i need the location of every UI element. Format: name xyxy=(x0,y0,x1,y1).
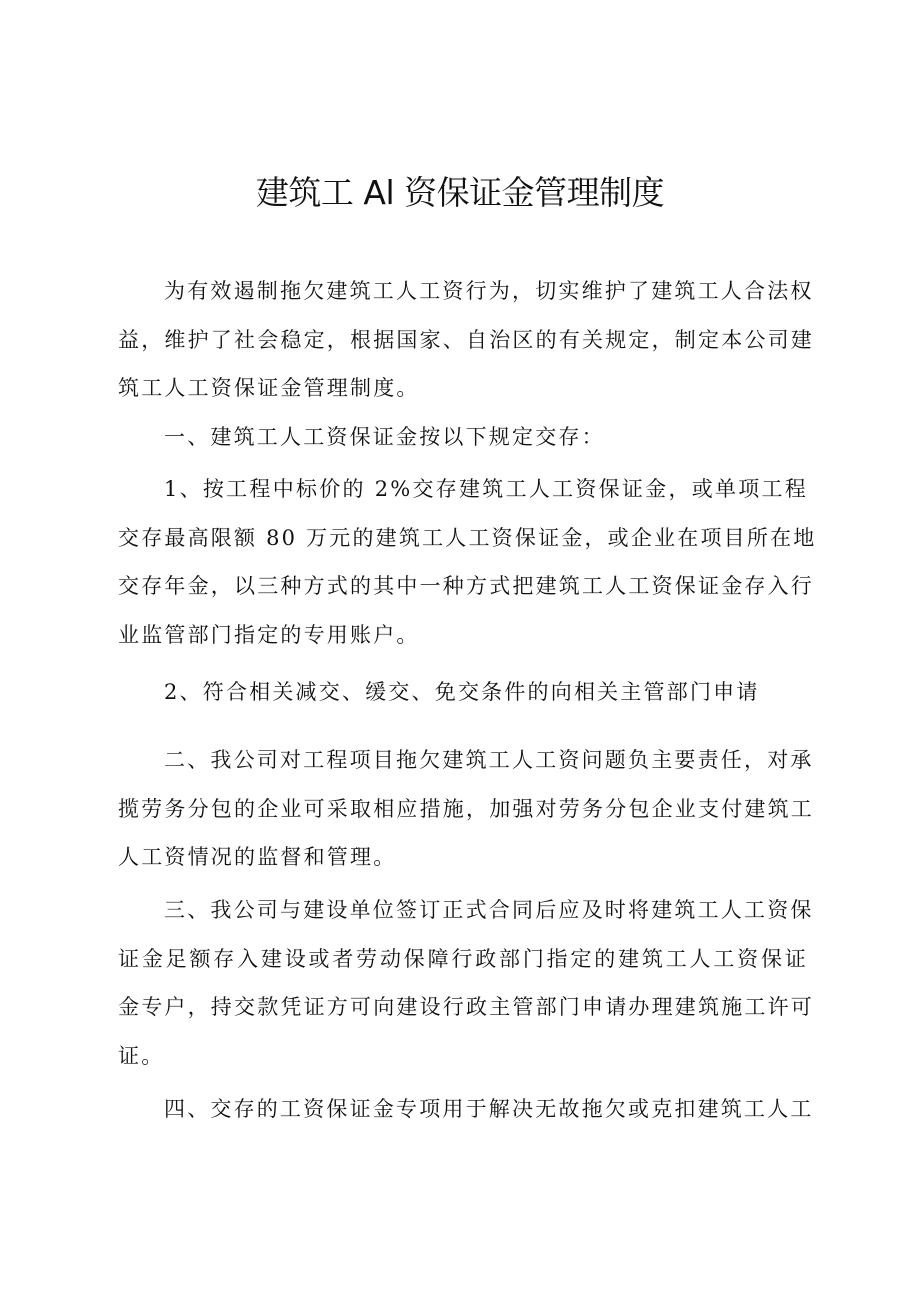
text-line: 1、按工程中标价的 2%交存建筑工人工资保证金，或单项工程 xyxy=(164,477,808,501)
paragraph-section-4 xyxy=(118,1085,814,1134)
text-line: 证。 xyxy=(118,1043,165,1068)
text-line: 益，维护了社会稳定，根据国家、自治区的有关规定，制定本公司建 xyxy=(118,327,814,352)
paragraph-section-1-heading xyxy=(118,413,808,462)
text-line: 交存年金，以三种方式的其中一种方式把建筑工人工资保证金存入行 xyxy=(118,574,814,598)
text-line: 交存最高限额 80 万元的建筑工人工资保证金，或企业在项目所在地 xyxy=(118,525,817,550)
text-line: 三、我公司与建设单位签订正式合同后应及时将建筑工人工资保 xyxy=(164,898,814,922)
text-line: 一、建筑工人工资保证金按以下规定交存： xyxy=(164,425,605,449)
paragraph-intro xyxy=(118,267,814,413)
text-line: 筑工人工资保证金管理制度。 xyxy=(118,376,420,400)
paragraph-section-3 xyxy=(118,886,814,1080)
text-line: 2、符合相关减交、缓交、免交条件的向相关主管部门申请 xyxy=(164,680,760,704)
text-line: 为有效遏制拖欠建筑工人工资行为，切实维护了建筑工人合法权 xyxy=(164,279,814,303)
document-title: 建筑工 Al 资保证金管理制度 xyxy=(255,173,665,212)
paragraph-item-1 xyxy=(118,465,817,659)
text-line: 人工资情况的监督和管理。 xyxy=(118,845,397,869)
text-line: 四、交存的工资保证金专项用于解决无故拖欠或克扣建筑工人工 xyxy=(164,1097,814,1121)
paragraph-section-2 xyxy=(118,736,814,882)
text-line: 业监管部门指定的专用账户。 xyxy=(118,622,420,647)
text-line: 二、我公司对工程项目拖欠建筑工人工资问题负主要责任，对承 xyxy=(164,748,814,772)
text-line: 证金足额存入建设或者劳动保障行政部门指定的建筑工人工资保证 xyxy=(118,946,808,971)
paragraph-item-2 xyxy=(118,668,808,717)
text-line: 金专户，持交款凭证方可向建设行政主管部门申请办理建筑施工许可 xyxy=(118,995,814,1019)
text-line: 揽劳务分包的企业可采取相应措施，加强对劳务分包企业支付建筑工 xyxy=(118,796,814,821)
